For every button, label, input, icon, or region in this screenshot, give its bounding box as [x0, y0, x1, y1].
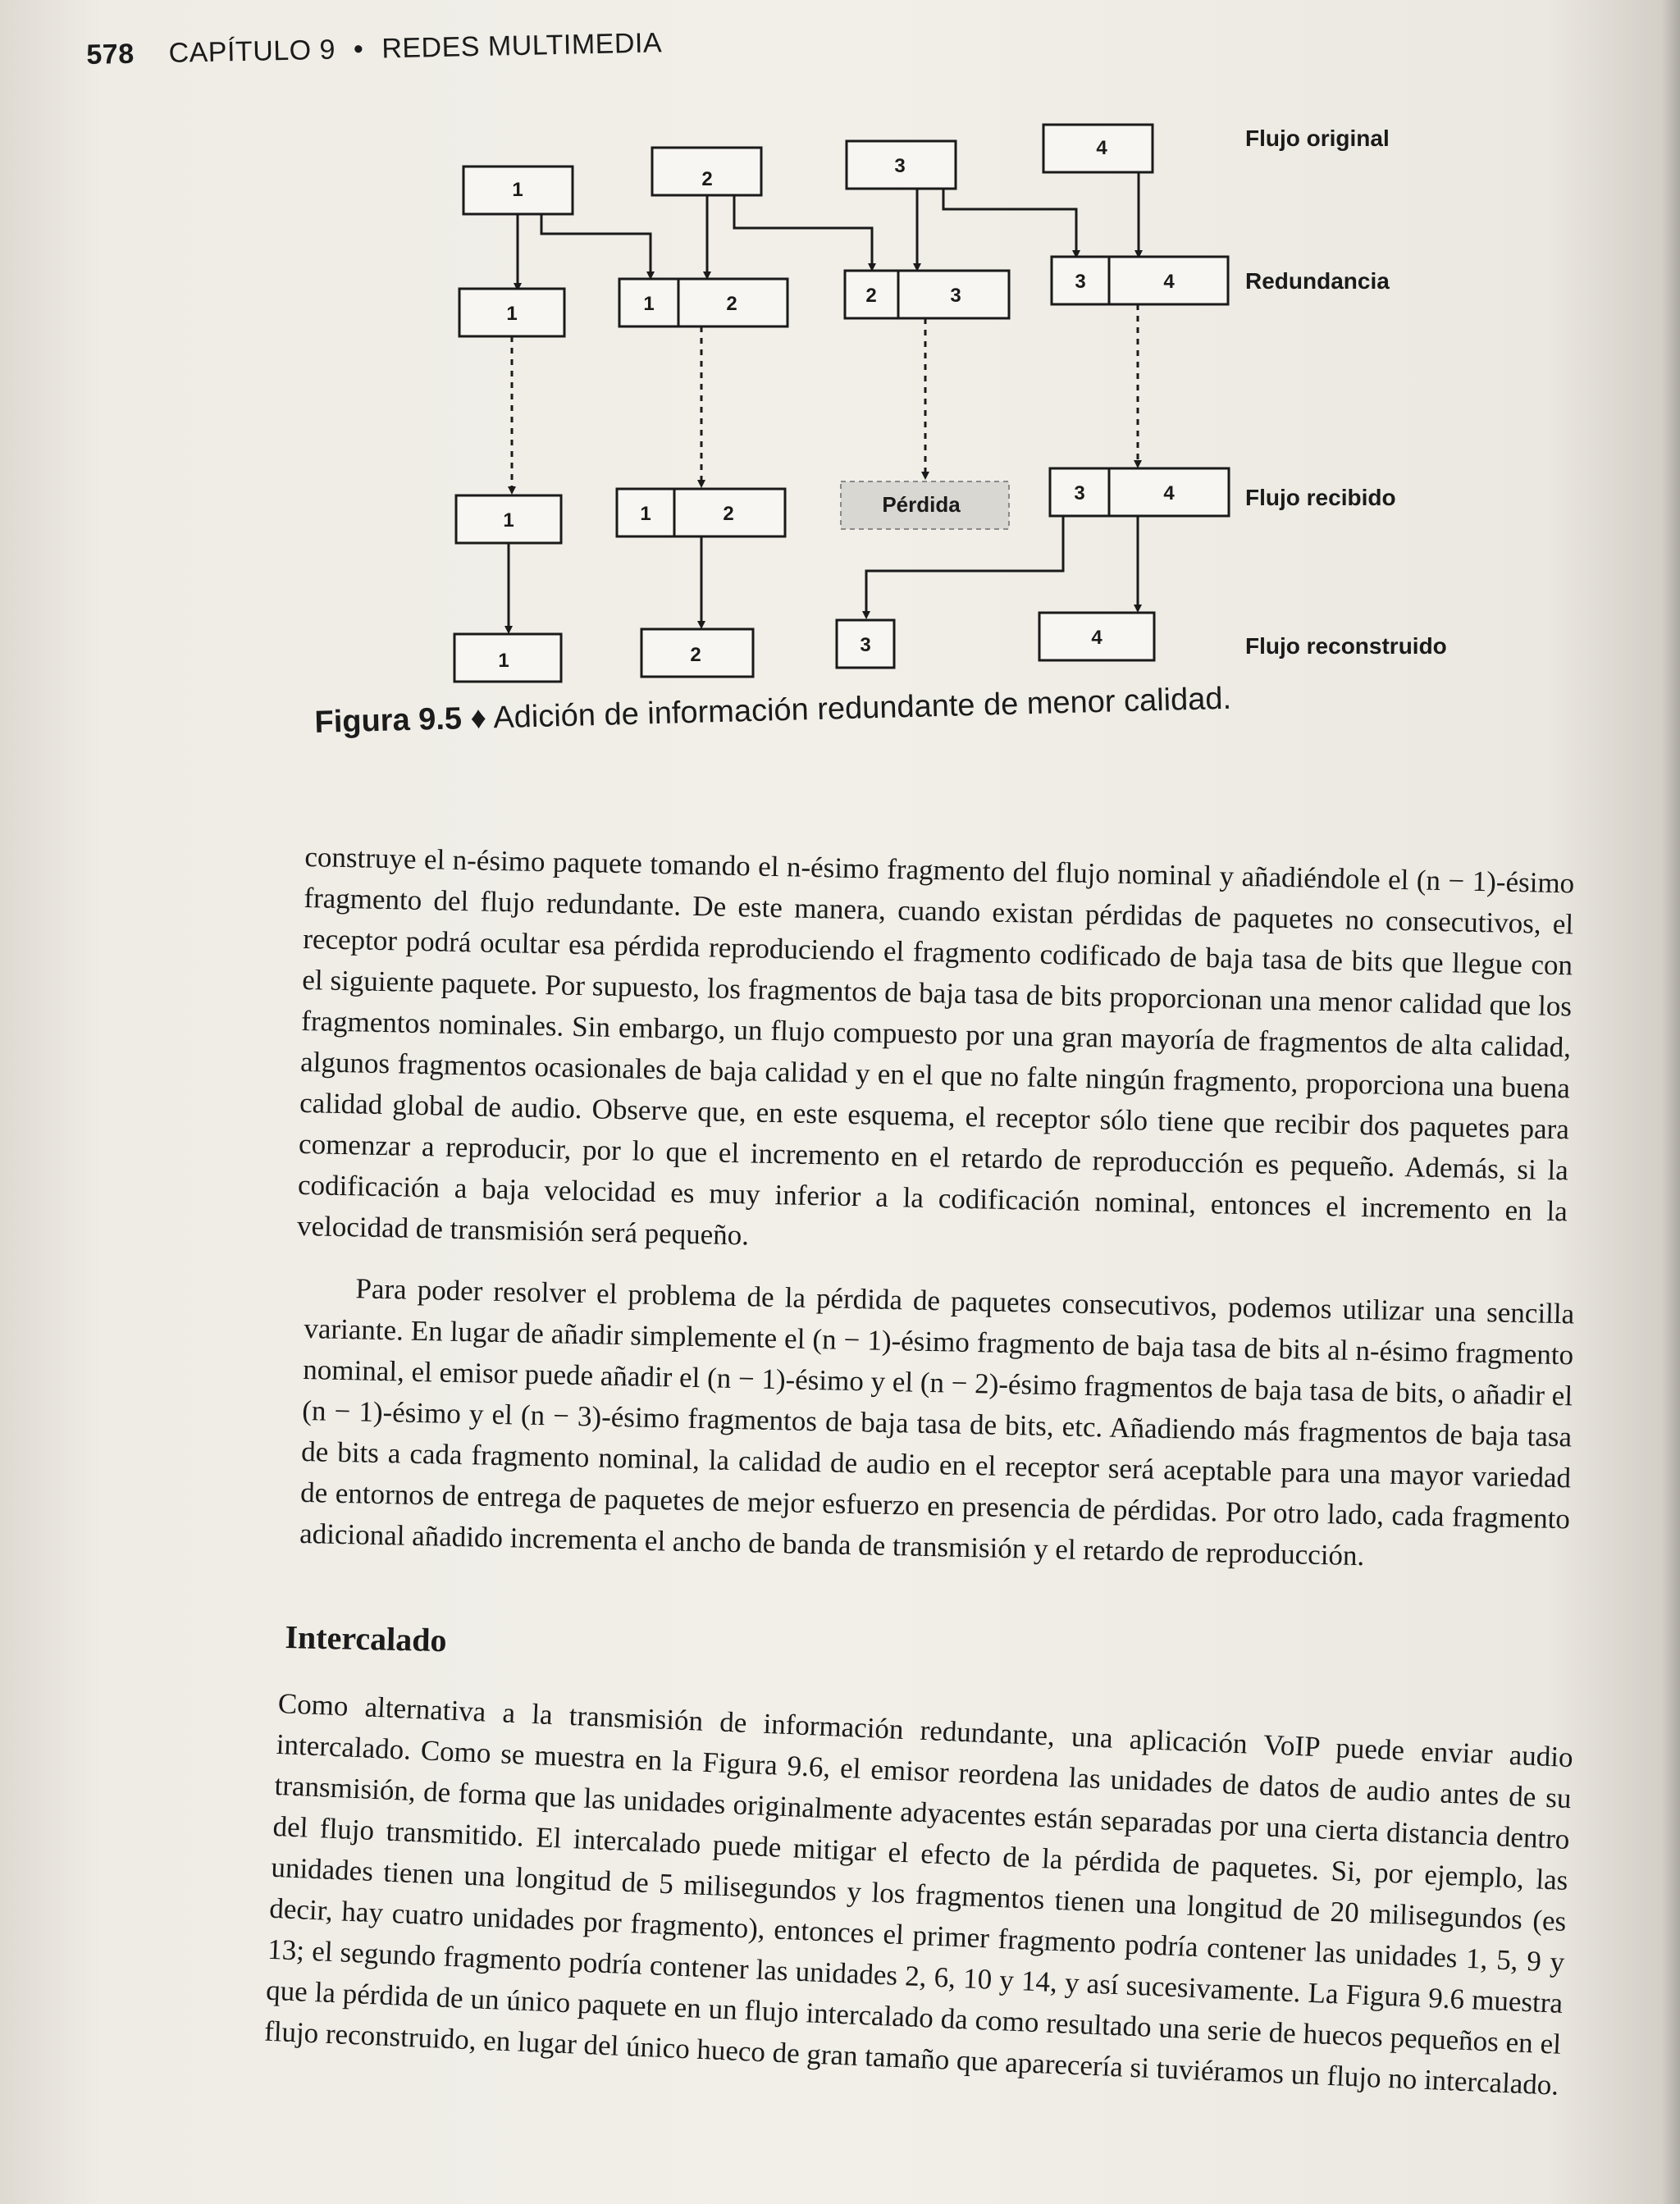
paragraph-text: Para poder resolver el problema de la pérdida de paquetes consecutivos, podemos utilizar una sencilla variante. En lugar de añadir simplemente el (n − 1)-ésimo fragmento de baja tasa de bits al n-ésimo fragmento nominal, el emisor puede añadir el (n − 1)-ésimo y el (n − 2)-ésimo fragmentos de baja tasa de bits, o añadir el (n − 1)-ésimo y el (n − 3)-ésimo fragmentos de baja tasa de bits, etc. Añadiendo más fragmentos de baja tasa de bits a cada fragmento nominal, la calidad de audio en el receptor será aceptable para una mayor variedad de entornos de entrega de paquetes de mejor esfuerzo en presencia de pérdidas. Por otro lado, cada fragmento adicional añadido incrementa el ancho de banda de transmisión y el retardo de reproducción.	[299, 1272, 1575, 1572]
caption-separator: ♦	[469, 700, 487, 737]
redundancy-packet-1-label: 1	[506, 303, 518, 325]
label-flujo-original: Flujo original	[1245, 125, 1390, 151]
redundancy-packet-3-nominal: 3	[950, 285, 961, 307]
received-packet-2-nominal: 2	[723, 503, 734, 525]
body-paragraph-1	[297, 837, 1575, 1273]
network-transit-arrows	[512, 304, 1138, 491]
redundancy-packet-3-low: 2	[865, 285, 877, 307]
caption-text: Adición de información redundante de menor calidad.	[492, 681, 1232, 736]
page-number: 578	[86, 38, 135, 71]
bullet-separator: •	[353, 33, 364, 66]
redundancy-packet-4-low: 3	[1075, 271, 1086, 293]
caption-figure-number: Figura 9.5	[314, 701, 463, 740]
body-paragraph-3	[263, 1683, 1573, 2106]
redundancy-packet-2-nominal: 2	[726, 293, 737, 315]
received-packet-1-label: 1	[503, 509, 514, 532]
paragraph-text: Como alternativa a la transmisión de información redundante, una aplicación VoIP puede enviar audio intercalado. Como se muestra en la Figura 9.6, el emisor reordena las unidades de datos de audio antes de su transmisión, de forma que las unidades originalmente adyacentes están separadas por una cierta distancia dentro del flujo transmitido. El intercalado puede mitigar el efecto de la pérdida de paquetes. Si, por ejemplo, las unidades tienen una longitud de 5 milisegundos y los fragmentos tienen una longitud de 20 milisegundos (es decir, hay cuatro unidades por fragmento), entonces el primer fragmento podría contener las unidades 1, 5, 9 y 13; el segundo fragmento podría contener las unidades 2, 6, 10 y 14, y así sucesivamente. La Figura 9.6 muestra que la pérdida de un único paquete en un flujo intercalado da como resultado una serie de huecos pequeños en el flujo reconstruido, en lugar del único hueco de gran tamaño que aparecería si tuviéramos un flujo no intercalado.	[263, 1686, 1574, 2101]
paragraph-text: construye el n-ésimo paquete tomando el n-ésimo fragmento del flujo nominal y añadiéndole el (n − 1)-ésimo fragmento del flujo redundante. De este manera, cuando existan pérdidas de paquetes no consecutivos, el receptor podrá ocultar esa pérdida reproduciendo el fragmento codificado de baja tasa de bits que llegue con el siguiente paquete. Por supuesto, los fragmentos de baja tasa de bits proporcionan una menor calidad que los fragmentos nominales. Sin embargo, un flujo compuesto por una gran mayoría de fragmentos de alta calidad, algunos fragmentos ocasionales de baja calidad y en el que no falte ningún fragmento, proporciona una buena calidad global de audio. Observe que, en este esquema, el receptor sólo tiene que recibir dos paquetes para comenzar a reproducir, por lo que el incremento en el retardo de reproducción es pequeño. Además, si la codificación a baja velocidad es muy inferior a la codificación nominal, entonces el incremento en la velocidad de transmisión será pequeño.	[296, 840, 1575, 1252]
original-packet-4-label: 4	[1096, 137, 1107, 159]
reconstructed-packet-2-label: 2	[690, 644, 701, 666]
original-packet-2-label: 2	[701, 168, 713, 190]
received-packet-4-low: 3	[1074, 482, 1085, 504]
figure-9-5	[0, 0, 1680, 771]
section-heading: Intercalado	[285, 1618, 447, 1659]
original-to-redundancy-arrows	[518, 172, 1139, 287]
reconstructed-stream	[454, 613, 1447, 682]
redundancy-stream	[459, 257, 1390, 336]
original-packet-1-label: 1	[512, 179, 523, 201]
received-packet-2-low: 1	[640, 503, 651, 525]
loss-label: Pérdida	[882, 492, 961, 517]
redundancy-packet-4-nominal: 4	[1163, 271, 1175, 293]
received-packet-4-nominal: 4	[1163, 482, 1175, 504]
original-stream	[463, 125, 1390, 214]
section-title: REDES MULTIMEDIA	[381, 27, 663, 65]
label-redundancia: Redundancia	[1245, 268, 1390, 294]
redundancy-packet-2-low: 1	[643, 293, 655, 315]
reconstructed-packet-4-label: 4	[1091, 627, 1102, 649]
label-flujo-reconstruido: Flujo reconstruido	[1245, 633, 1447, 659]
reconstructed-packet-1-label: 1	[498, 650, 509, 672]
label-flujo-recibido: Flujo recibido	[1245, 485, 1396, 510]
reconstructed-packet-3-label: 3	[860, 634, 871, 656]
received-stream	[456, 468, 1396, 543]
original-packet-3-label: 3	[894, 155, 906, 177]
body-paragraph-2	[299, 1267, 1575, 1581]
redundancy-diagram	[0, 0, 1680, 771]
chapter-label: CAPÍTULO 9	[168, 34, 336, 69]
